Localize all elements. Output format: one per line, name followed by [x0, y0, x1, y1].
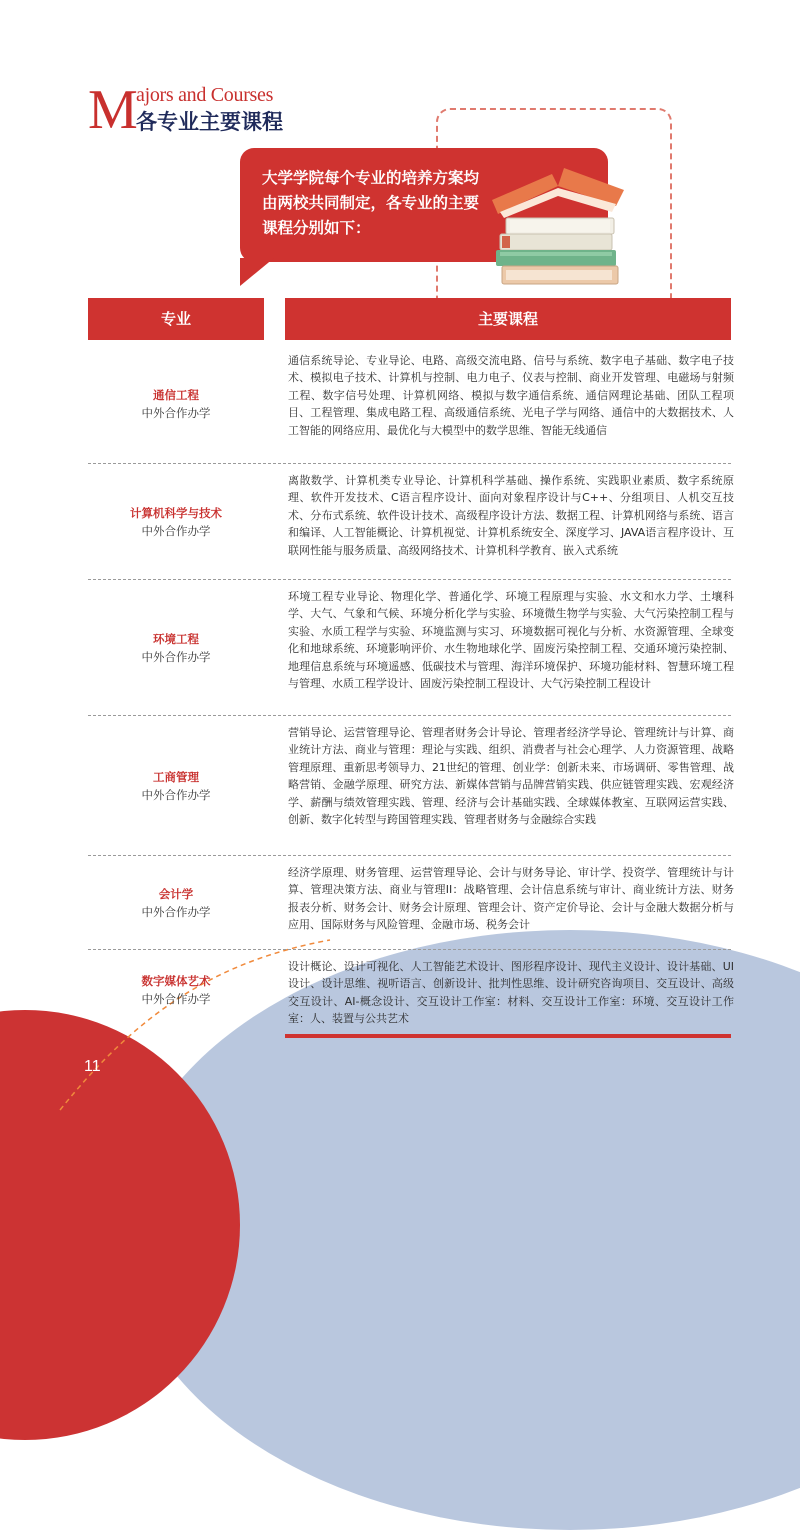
books-stack-icon	[488, 156, 628, 296]
major-cell	[88, 885, 264, 921]
major-type: 中外合作办学	[141, 406, 211, 420]
major-type: 中外合作办学	[141, 992, 211, 1006]
major-cell	[88, 630, 264, 666]
major-type: 中外合作办学	[141, 524, 211, 538]
table-row	[88, 464, 734, 580]
major-cell	[88, 972, 264, 1008]
column-header-major: 专业	[88, 298, 264, 340]
page-number: 11	[84, 1058, 101, 1075]
major-name: 通信工程	[153, 388, 199, 402]
major-name: 计算机科学与技术	[130, 506, 222, 520]
major-cell	[88, 504, 264, 540]
header-chinese-title: 各专业主要课程	[136, 110, 283, 134]
table-row	[88, 580, 734, 716]
table-row	[88, 950, 734, 1030]
column-header-courses: 主要课程	[285, 298, 731, 340]
courses-cell: 经济学原理、财务管理、运营管理导论、会计与财务导论、审计学、投资学、管理统计与计算、管理决策方法、商业与管理II：战略管理、会计信息系统与审计、商业统计方法、财务报表分析、财务会计、财务会计原理、管理会计、资产定价导论、会计与金融大数据分析与应用、国际财务与风险管理、金融市场、税务会计	[288, 866, 734, 932]
major-cell	[88, 386, 264, 422]
major-type: 中外合作办学	[141, 905, 211, 919]
courses-cell: 设计概论、设计可视化、人工智能艺术设计、图形程序设计、现代主义设计、设计基础、UI设计、设计思维、视听语言、创新设计、批判性思维、设计研究咨询项目、交互设计、高级交互设计、AI-概念设计、交互设计工作室：材料、交互设计工作室：环境、交互设计工作室：人、装置与公共艺术	[288, 960, 734, 1026]
table-bottom-bar	[285, 1034, 731, 1038]
major-name: 环境工程	[153, 632, 199, 646]
callout-tail	[240, 258, 274, 286]
major-type: 中外合作办学	[141, 650, 211, 664]
courses-cell: 营销导论、运营管理导论、管理者财务会计导论、管理者经济学导论、管理统计与计算、商业统计方法、商业与管理：理论与实践、组织、消费者与社会心理学、人力资源管理、战略管理原理、重新思考领导力、21世纪的管理、创业学：创新未来、市场调研、零售管理、战略营销、金融学原理、研究方法、新媒体营销与品牌营销实践、供应链管理实践、宏观经济学、薪酬与绩效管理实践、管理、经济与会计基础实践、全球媒体教室、互联网运营实践、创新、数字化转型与跨国管理实践、管理者财务与金融综合实践	[288, 726, 734, 827]
intro-callout-text: 大学学院每个专业的培养方案均由两校共同制定，各专业的主要课程分别如下：	[262, 169, 480, 237]
major-type: 中外合作办学	[141, 788, 211, 802]
courses-cell: 离散数学、计算机类专业导论、计算机科学基础、操作系统、实践职业素质、数字系统原理、软件开发技术、C语言程序设计、面向对象程序设计与C++、分组项目、人机交互技术、分布式系统、软件设计技术、高级程序设计方法、数据工程、计算机网络与系统、语言和编译、人工智能概论、计算机视觉、计算机系统安全、深度学习、JAVA语言程序设计、互联网性能与服务质量、高级网络技术、计算机科学教育、嵌入式系统	[288, 474, 734, 557]
major-cell	[88, 768, 264, 804]
major-name: 数字媒体艺术	[141, 974, 211, 988]
table-row	[88, 344, 734, 464]
table-row	[88, 716, 734, 856]
header-english-title: ajors and Courses	[136, 84, 274, 106]
major-name: 工商管理	[153, 770, 199, 784]
courses-cell: 通信系统导论、专业导论、电路、高级交流电路、信号与系统、数字电子基础、数字电子技术、模拟电子技术、计算机与控制、电力电子、仪表与控制、商业开发管理、电磁场与射频工程、数字信号处理、计算机网络、模拟与数字通信系统、通信网理论基础、团队工程项目、工程管理、集成电路工程、高级通信系统、光电子学与网络、通信中的大数据技术、人工智能的网络应用、最优化与大模型中的数学思维、智能无线通信	[288, 354, 734, 437]
table-row	[88, 856, 734, 950]
header-initial-letter: M	[88, 79, 138, 141]
courses-cell: 环境工程专业导论、物理化学、普通化学、环境工程原理与实验、水文和水力学、土壤科学、大气、气象和气候、环境分析化学与实验、环境微生物学与实验、大气污染控制工程与实验、水质工程学与实验、环境监测与实习、环境数据可视化与分析、水资源管理、全球变化和地球系统、环境影响评价、水生物地球化学、固废污染控制工程、交通环境污染控制、地理信息系统与环境遥感、低碳技术与管理、海洋环境保护、环境功能材料、智慧环境工程与管理、水质工程学设计、固废污染控制工程设计、大气污染控制工程设计	[288, 590, 734, 691]
major-name: 会计学	[158, 887, 194, 901]
